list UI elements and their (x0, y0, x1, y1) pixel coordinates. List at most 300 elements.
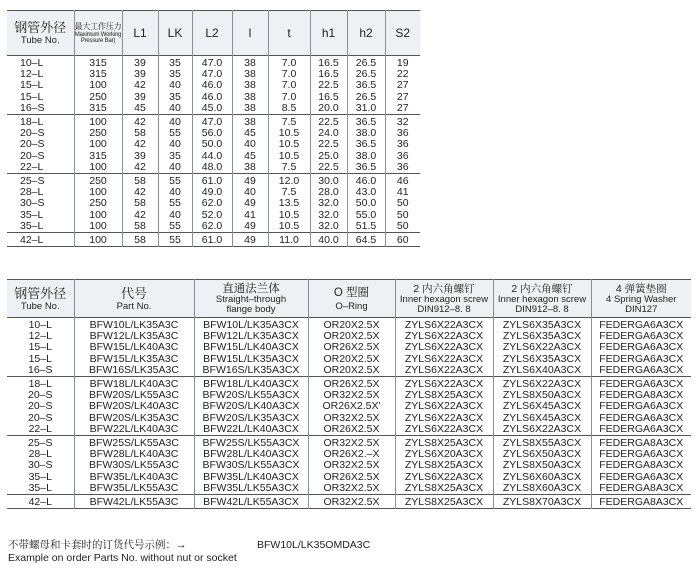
table-cell: 36 (385, 162, 420, 174)
table-cell: OR32X2.5X (308, 413, 395, 424)
table-cell: 22.5 (310, 139, 347, 150)
table-cell: 50.0 (192, 139, 232, 150)
table-cell: 61.0 (192, 233, 232, 247)
table-row (7, 460, 691, 471)
table-cell: 20.0 (310, 103, 347, 115)
table-cell: 315 (74, 69, 122, 80)
table-cell: 35–L (28, 481, 52, 494)
table-cell: 38.0 (347, 128, 385, 139)
table-cell: BFW12L/LK35A3CX (194, 331, 308, 342)
header-screw-1: 2 内六角螺钉 Inner hexagon screw DIN912–8. 8 (395, 280, 493, 318)
table-cell: 40 (232, 187, 268, 198)
table-cell: BFW16S/LK35A3CX (194, 365, 308, 377)
table-cell: 45 (232, 151, 268, 162)
table-cell: 12–L (20, 68, 44, 81)
table-cell: 20–S (27, 389, 53, 402)
table-cell: 55 (158, 221, 192, 233)
parts-table (7, 279, 691, 509)
table-cell: FEDERGA6A3CX (591, 354, 691, 365)
table-row (7, 221, 420, 233)
table-cell: 30–S (20, 197, 45, 210)
table-header-row (7, 11, 420, 56)
table-row (7, 365, 691, 377)
table-cell: 250 (74, 92, 122, 103)
table-cell: 315 (74, 56, 122, 70)
table-cell: 7.0 (268, 92, 310, 103)
table-cell: 8.5 (268, 103, 310, 115)
table-cell: 58 (122, 221, 158, 233)
table-cell: 15–L (20, 79, 44, 92)
table-cell: FEDERGA6A3CX (591, 318, 691, 332)
table-cell: ZYLS6X45A3CX (493, 413, 591, 424)
table-cell: BFW28L/LK40A3CX (194, 449, 308, 460)
table-row (7, 56, 420, 70)
header-t: t (268, 11, 310, 56)
table-cell: OR32X2.5X (308, 483, 395, 495)
table-cell: 55 (158, 233, 192, 247)
dimensions-table-body (7, 56, 420, 247)
table-cell: 60 (385, 233, 420, 247)
table-cell: BFW15L/LK35A3C (74, 354, 194, 365)
table-cell: 58 (122, 198, 158, 209)
table-cell: 62.0 (192, 221, 232, 233)
table-cell: 47.0 (192, 69, 232, 80)
table-cell: 40 (158, 162, 192, 174)
table-cell: 27 (385, 80, 420, 91)
table-row (7, 174, 420, 188)
table-cell: 22.5 (310, 115, 347, 129)
table-cell: ZYLS8X70A3CX (493, 495, 591, 509)
header-tube: 钢管外径 Tube No. (7, 11, 74, 56)
table-cell: ZYLS6X22A3CX (395, 365, 493, 377)
header-pressure: 最大工作压力 Maximum Working Pressure Bar) (74, 11, 122, 56)
table-cell: 28.0 (310, 187, 347, 198)
table-cell: 315 (74, 103, 122, 115)
table-cell: ZYLS6X45A3CX (493, 401, 591, 412)
table-cell: 47.0 (192, 115, 232, 129)
table-cell: FEDERGA8A3CX (591, 436, 691, 450)
table-cell: 40 (158, 115, 192, 129)
table-row (7, 483, 691, 495)
table-cell: 20–S (27, 411, 53, 424)
table-cell: 39 (122, 151, 158, 162)
table-cell: ZYLS8X60A3CX (493, 483, 591, 495)
table-cell: ZYLS8X25A3CX (395, 495, 493, 509)
table-cell: BFW15L/LK40A3CX (194, 342, 308, 353)
table-cell: 250 (74, 198, 122, 209)
table-cell: 40 (158, 103, 192, 115)
table-cell: 42 (122, 210, 158, 221)
table-cell: ZYLS6X22A3CX (395, 342, 493, 353)
table-cell: 45 (122, 103, 158, 115)
table-cell: BFW20S/LK35A3CX (194, 413, 308, 424)
table-row (7, 436, 691, 450)
table-cell: 55 (158, 198, 192, 209)
table-cell: 22.5 (310, 80, 347, 91)
table-cell: BFW15L/LK40A3C (74, 342, 194, 353)
table-cell: 36.5 (347, 115, 385, 129)
table-cell: 25.0 (310, 151, 347, 162)
table-cell: BFW22L/LK40A3C (74, 424, 194, 436)
table-cell: FEDERGA8A3CX (591, 390, 691, 401)
table-cell: ZYLS8X50A3CX (493, 460, 591, 471)
table-cell: BFW28L/LK40A3C (74, 449, 194, 460)
table-cell: 7.0 (268, 69, 310, 80)
table-cell: BFW10L/LK35A3CX (194, 318, 308, 332)
table-cell: OR26X2.5X (308, 472, 395, 483)
header-screw-2: 2 内六角螺钉 Inner hexagon screw DIN912–8. 8 (493, 280, 591, 318)
table-cell: 12–L (28, 330, 52, 343)
table-cell: BFW10L/LK35A3C (74, 318, 194, 332)
table-cell: 26.5 (347, 92, 385, 103)
table-cell: 20–S (20, 138, 45, 151)
table-cell: 46 (385, 174, 420, 188)
table-cell: BFW20S/LK35A3C (74, 413, 194, 424)
table-cell: 61.0 (192, 174, 232, 188)
table-row (7, 377, 691, 391)
table-cell: ZYLS6X22A3CX (395, 472, 493, 483)
table-cell: 50 (385, 210, 420, 221)
table-cell: 49 (232, 233, 268, 247)
table-cell: BFW20S/LK55A3CX (194, 390, 308, 401)
table-cell: OR26X2.5X' (308, 401, 395, 412)
header-part-no: 代号 Part No. (74, 280, 194, 318)
table-cell: 42–L (20, 234, 44, 247)
table-cell: 38 (232, 69, 268, 80)
table-cell: 35 (158, 92, 192, 103)
table-cell: 100 (74, 139, 122, 150)
table-cell: ZYLS8X25A3CX (395, 390, 493, 401)
header-lk: LK (158, 11, 192, 56)
order-example-cn: 不带螺母和卡套时的订货代号示例：→ (8, 539, 187, 551)
table-cell: 55 (158, 174, 192, 188)
table-cell: ZYLS8X25A3CX (395, 483, 493, 495)
table-cell: FEDERGA6A3CX (591, 365, 691, 377)
table-cell: 40 (158, 139, 192, 150)
table-cell: 40 (158, 187, 192, 198)
table-cell: 49 (232, 198, 268, 209)
table-cell: FEDERGA8A3CX (591, 460, 691, 471)
table-cell: 48.0 (192, 162, 232, 174)
table-cell: 24.0 (310, 128, 347, 139)
table-cell: 42 (122, 115, 158, 129)
table-cell: 36.5 (347, 139, 385, 150)
table-cell: 55.0 (347, 210, 385, 221)
header-spring-washer: 4 弹簧垫圈 4 Spring Washer DIN127 (591, 280, 691, 318)
table-cell: 315 (74, 151, 122, 162)
table-cell: 46.0 (192, 92, 232, 103)
table-cell: 36 (385, 128, 420, 139)
table-cell: OR32X2.5X (308, 436, 395, 450)
table-cell: FEDERGA8A3CX (591, 495, 691, 509)
table-cell: ZYLS6X20A3CX (395, 449, 493, 460)
header-h2: h2 (347, 11, 385, 56)
table-cell: 100 (74, 115, 122, 129)
table-cell: BFW25S/LK55A3CX (194, 436, 308, 450)
table-row (7, 139, 420, 150)
table-cell: 13.5 (268, 198, 310, 209)
table-cell: 41 (385, 187, 420, 198)
table-cell: 7.0 (268, 56, 310, 70)
table-cell: BFW22L/LK40A3CX (194, 424, 308, 436)
table-cell: FEDERGA6A3CX (591, 413, 691, 424)
table-cell: OR32X2.5X (308, 495, 395, 509)
table-cell: 42 (122, 139, 158, 150)
table-cell: 20–S (20, 149, 45, 162)
table-cell: ZYLS6X22A3CX (395, 354, 493, 365)
table-cell: ZYLS8X25A3CX (395, 460, 493, 471)
table-cell: ZYLS6X35A3CX (493, 331, 591, 342)
table-cell: 45 (232, 128, 268, 139)
table-cell: 58 (122, 233, 158, 247)
table-cell: 49.0 (192, 187, 232, 198)
table-cell: BFW30S/LK55A3CX (194, 460, 308, 471)
table-cell: ZYLS6X22A3CX (395, 377, 493, 391)
table-cell: OR26X2.–X (308, 449, 395, 460)
table-cell: 32.0 (310, 198, 347, 209)
table-header-row (7, 280, 691, 318)
header-h1: h1 (310, 11, 347, 56)
table-cell: BFW42L/LK55A3C (74, 495, 194, 509)
table-cell: ZYLS6X22A3CX (493, 342, 591, 353)
table-cell: 250 (74, 174, 122, 188)
table-cell: 40 (158, 80, 192, 91)
table-cell: ZYLS6X22A3CX (395, 424, 493, 436)
table-cell: ZYLS6X50A3CX (493, 449, 591, 460)
table-cell: 58 (122, 128, 158, 139)
header-flange-body: 直通法兰体 Straight–through flange body (194, 280, 308, 318)
table-cell: 40.0 (310, 233, 347, 247)
table-cell: ZYLS6X35A3CX (493, 318, 591, 332)
table-cell: 10.5 (268, 151, 310, 162)
table-cell: 36.5 (347, 80, 385, 91)
table-row (7, 401, 691, 412)
table-cell: BFW42L/LK55A3CX (194, 495, 308, 509)
table-cell: 42–L (28, 496, 52, 509)
table-cell: BFW16S/LK35A3C (74, 365, 194, 377)
table-cell: 39 (122, 92, 158, 103)
table-cell: 15–L (20, 90, 44, 103)
table-cell: FEDERGA6A3CX (591, 401, 691, 412)
table-cell: 50.0 (347, 198, 385, 209)
table-cell: ZYLS6X22A3CX (395, 413, 493, 424)
table-cell: 35 (158, 56, 192, 70)
table-cell: 40 (158, 210, 192, 221)
table-cell: 42 (122, 187, 158, 198)
table-cell: FEDERGA6A3CX (591, 342, 691, 353)
table-cell: BFW35L/LK55A3C (74, 483, 194, 495)
table-cell: 42 (122, 162, 158, 174)
table-cell: BFW12L/LK35A3C (74, 331, 194, 342)
table-cell: BFW18L/LK40A3CX (194, 377, 308, 391)
table-cell: 100 (74, 221, 122, 233)
table-cell: 16–S (20, 101, 45, 114)
table-cell: 30–S (27, 459, 53, 472)
table-cell: FEDERGA8A3CX (591, 483, 691, 495)
table-cell: 46.0 (192, 80, 232, 91)
table-row (7, 115, 420, 129)
table-cell: OR20X2.5X (308, 365, 395, 377)
table-cell: 27 (385, 103, 420, 115)
table-cell: 10–L (20, 57, 44, 69)
header-tube: 钢管外径 Tube No. (7, 280, 74, 318)
table-cell: 64.5 (347, 233, 385, 247)
table-cell: 20–S (27, 400, 53, 413)
table-cell: 18–L (20, 116, 44, 129)
table-cell: 10.5 (268, 221, 310, 233)
table-cell: ZYLS6X35A3CX (493, 354, 591, 365)
table-cell: 62.0 (192, 198, 232, 209)
table-cell: ZYLS8X50A3CX (493, 390, 591, 401)
table-cell: FEDERGA6A3CX (591, 377, 691, 391)
header-o-ring: O 型圈 O–Ring (308, 280, 395, 318)
table-cell: 7.0 (268, 80, 310, 91)
table-cell: 26.5 (347, 56, 385, 70)
table-cell: ZYLS8X25A3CX (395, 436, 493, 450)
table-row (7, 80, 420, 91)
table-cell: 25–S (27, 437, 53, 450)
table-cell: 22.5 (310, 162, 347, 174)
table-cell: BFW20S/LK40A3C (74, 401, 194, 412)
header-l2: L2 (192, 11, 232, 56)
order-example-note (8, 539, 237, 565)
table-cell: 100 (74, 187, 122, 198)
table-cell: 38 (232, 103, 268, 115)
table-cell: ZYLS6X22A3CX (493, 377, 591, 391)
table-cell: 43.0 (347, 187, 385, 198)
table-cell: 12.0 (268, 174, 310, 188)
table-cell: ZYLS6X22A3CX (395, 331, 493, 342)
table-cell: OR26X2.5X (308, 342, 395, 353)
table-cell: OR32X2.5X (308, 460, 395, 471)
table-cell: OR26X2.5X (308, 424, 395, 436)
table-cell: 22–L (28, 422, 52, 435)
table-cell: 30.0 (310, 174, 347, 188)
table-cell: ZYLS6X22A3CX (395, 318, 493, 332)
table-cell: 7.5 (268, 162, 310, 174)
table-cell: 38 (232, 92, 268, 103)
table-cell: 20–S (20, 127, 45, 140)
table-cell: 19 (385, 56, 420, 70)
table-cell: 25–S (20, 175, 45, 188)
table-cell: 16.5 (310, 56, 347, 70)
table-cell: 7.5 (268, 187, 310, 198)
table-cell: 16–S (27, 363, 53, 376)
table-cell: 100 (74, 210, 122, 221)
table-cell: 46.0 (347, 174, 385, 188)
table-cell: 27 (385, 92, 420, 103)
table-cell: 36 (385, 139, 420, 150)
table-cell: ZYLS6X22A3CX (493, 424, 591, 436)
table-cell: FEDERGA6A3CX (591, 449, 691, 460)
table-cell: 15–L (28, 341, 52, 354)
table-cell: 38 (232, 80, 268, 91)
header-l1: L1 (122, 11, 158, 56)
table-cell: 41 (232, 210, 268, 221)
table-cell: 32.0 (310, 221, 347, 233)
table-cell: 22 (385, 69, 420, 80)
table-cell: OR26X2.5X (308, 377, 395, 391)
table-row (7, 162, 420, 174)
table-cell: 31.0 (347, 103, 385, 115)
table-cell: OR20X2.5X (308, 331, 395, 342)
table-cell: 52.0 (192, 210, 232, 221)
table-cell: 51.5 (347, 221, 385, 233)
table-row (7, 342, 691, 353)
table-cell: 39 (122, 69, 158, 80)
table-cell: 47.0 (192, 56, 232, 70)
table-cell: 49 (232, 174, 268, 188)
table-row (7, 233, 420, 247)
table-cell: 32 (385, 115, 420, 129)
table-cell: 56.0 (192, 128, 232, 139)
table-cell: 42 (122, 80, 158, 91)
table-cell: ZYLS6X60A3CX (493, 472, 591, 483)
table-cell: 49 (232, 221, 268, 233)
table-cell: BFW18L/LK40A3C (74, 377, 194, 391)
table-cell: 10.5 (268, 210, 310, 221)
table-cell: BFW30S/LK55A3C (74, 460, 194, 471)
order-example-en: Example on order Parts No. without nut or socket (8, 552, 237, 564)
table-cell: 7.5 (268, 115, 310, 129)
table-cell: 58 (122, 174, 158, 188)
table-cell: 55 (158, 128, 192, 139)
table-cell: 18–L (28, 378, 52, 391)
table-cell: 11.0 (268, 233, 310, 247)
table-cell: 44.0 (192, 151, 232, 162)
table-cell: 100 (74, 80, 122, 91)
table-cell: ZYLS8X55A3CX (493, 436, 591, 450)
table-cell: BFW35L/LK55A3CX (194, 483, 308, 495)
table-cell: 38.0 (347, 151, 385, 162)
table-cell: 35–L (20, 208, 44, 221)
dimensions-table (7, 10, 420, 247)
table-cell: 250 (74, 128, 122, 139)
table-cell: 10.5 (268, 139, 310, 150)
table-cell: OR32X2.5X (308, 390, 395, 401)
table-cell: FEDERGA6A3CX (591, 472, 691, 483)
table-cell: BFW35L/LK40A3C (74, 472, 194, 483)
table-row (7, 198, 420, 209)
table-cell: 10.5 (268, 128, 310, 139)
table-cell: 50 (385, 198, 420, 209)
table-cell: 16.5 (310, 92, 347, 103)
table-cell: 35–L (28, 470, 52, 483)
table-row (7, 103, 420, 115)
table-cell: ZYLS6X40A3CX (493, 365, 591, 377)
table-cell: OR20X2.5X (308, 354, 395, 365)
table-cell: 38 (232, 56, 268, 70)
table-cell: 32.0 (310, 210, 347, 221)
table-row (7, 424, 691, 436)
table-cell: 28–L (28, 448, 52, 461)
table-cell: BFW15L/LK35A3CX (194, 354, 308, 365)
table-cell: BFW20S/LK40A3CX (194, 401, 308, 412)
table-cell: 38 (232, 162, 268, 174)
table-row (7, 318, 691, 332)
table-cell: FEDERGA6A3CX (591, 424, 691, 436)
header-s2: S2 (385, 11, 420, 56)
order-example-code: BFW10L/LK35OMDA3C (257, 539, 371, 551)
table-cell: 15–L (28, 352, 52, 365)
table-cell: 35 (158, 151, 192, 162)
table-cell: BFW35L/LK40A3CX (194, 472, 308, 483)
table-cell: ZYLS6X22A3CX (395, 401, 493, 412)
table-cell: 28–L (20, 186, 44, 199)
header-l: l (232, 11, 268, 56)
table-cell: 40 (232, 139, 268, 150)
table-cell: 36 (385, 151, 420, 162)
